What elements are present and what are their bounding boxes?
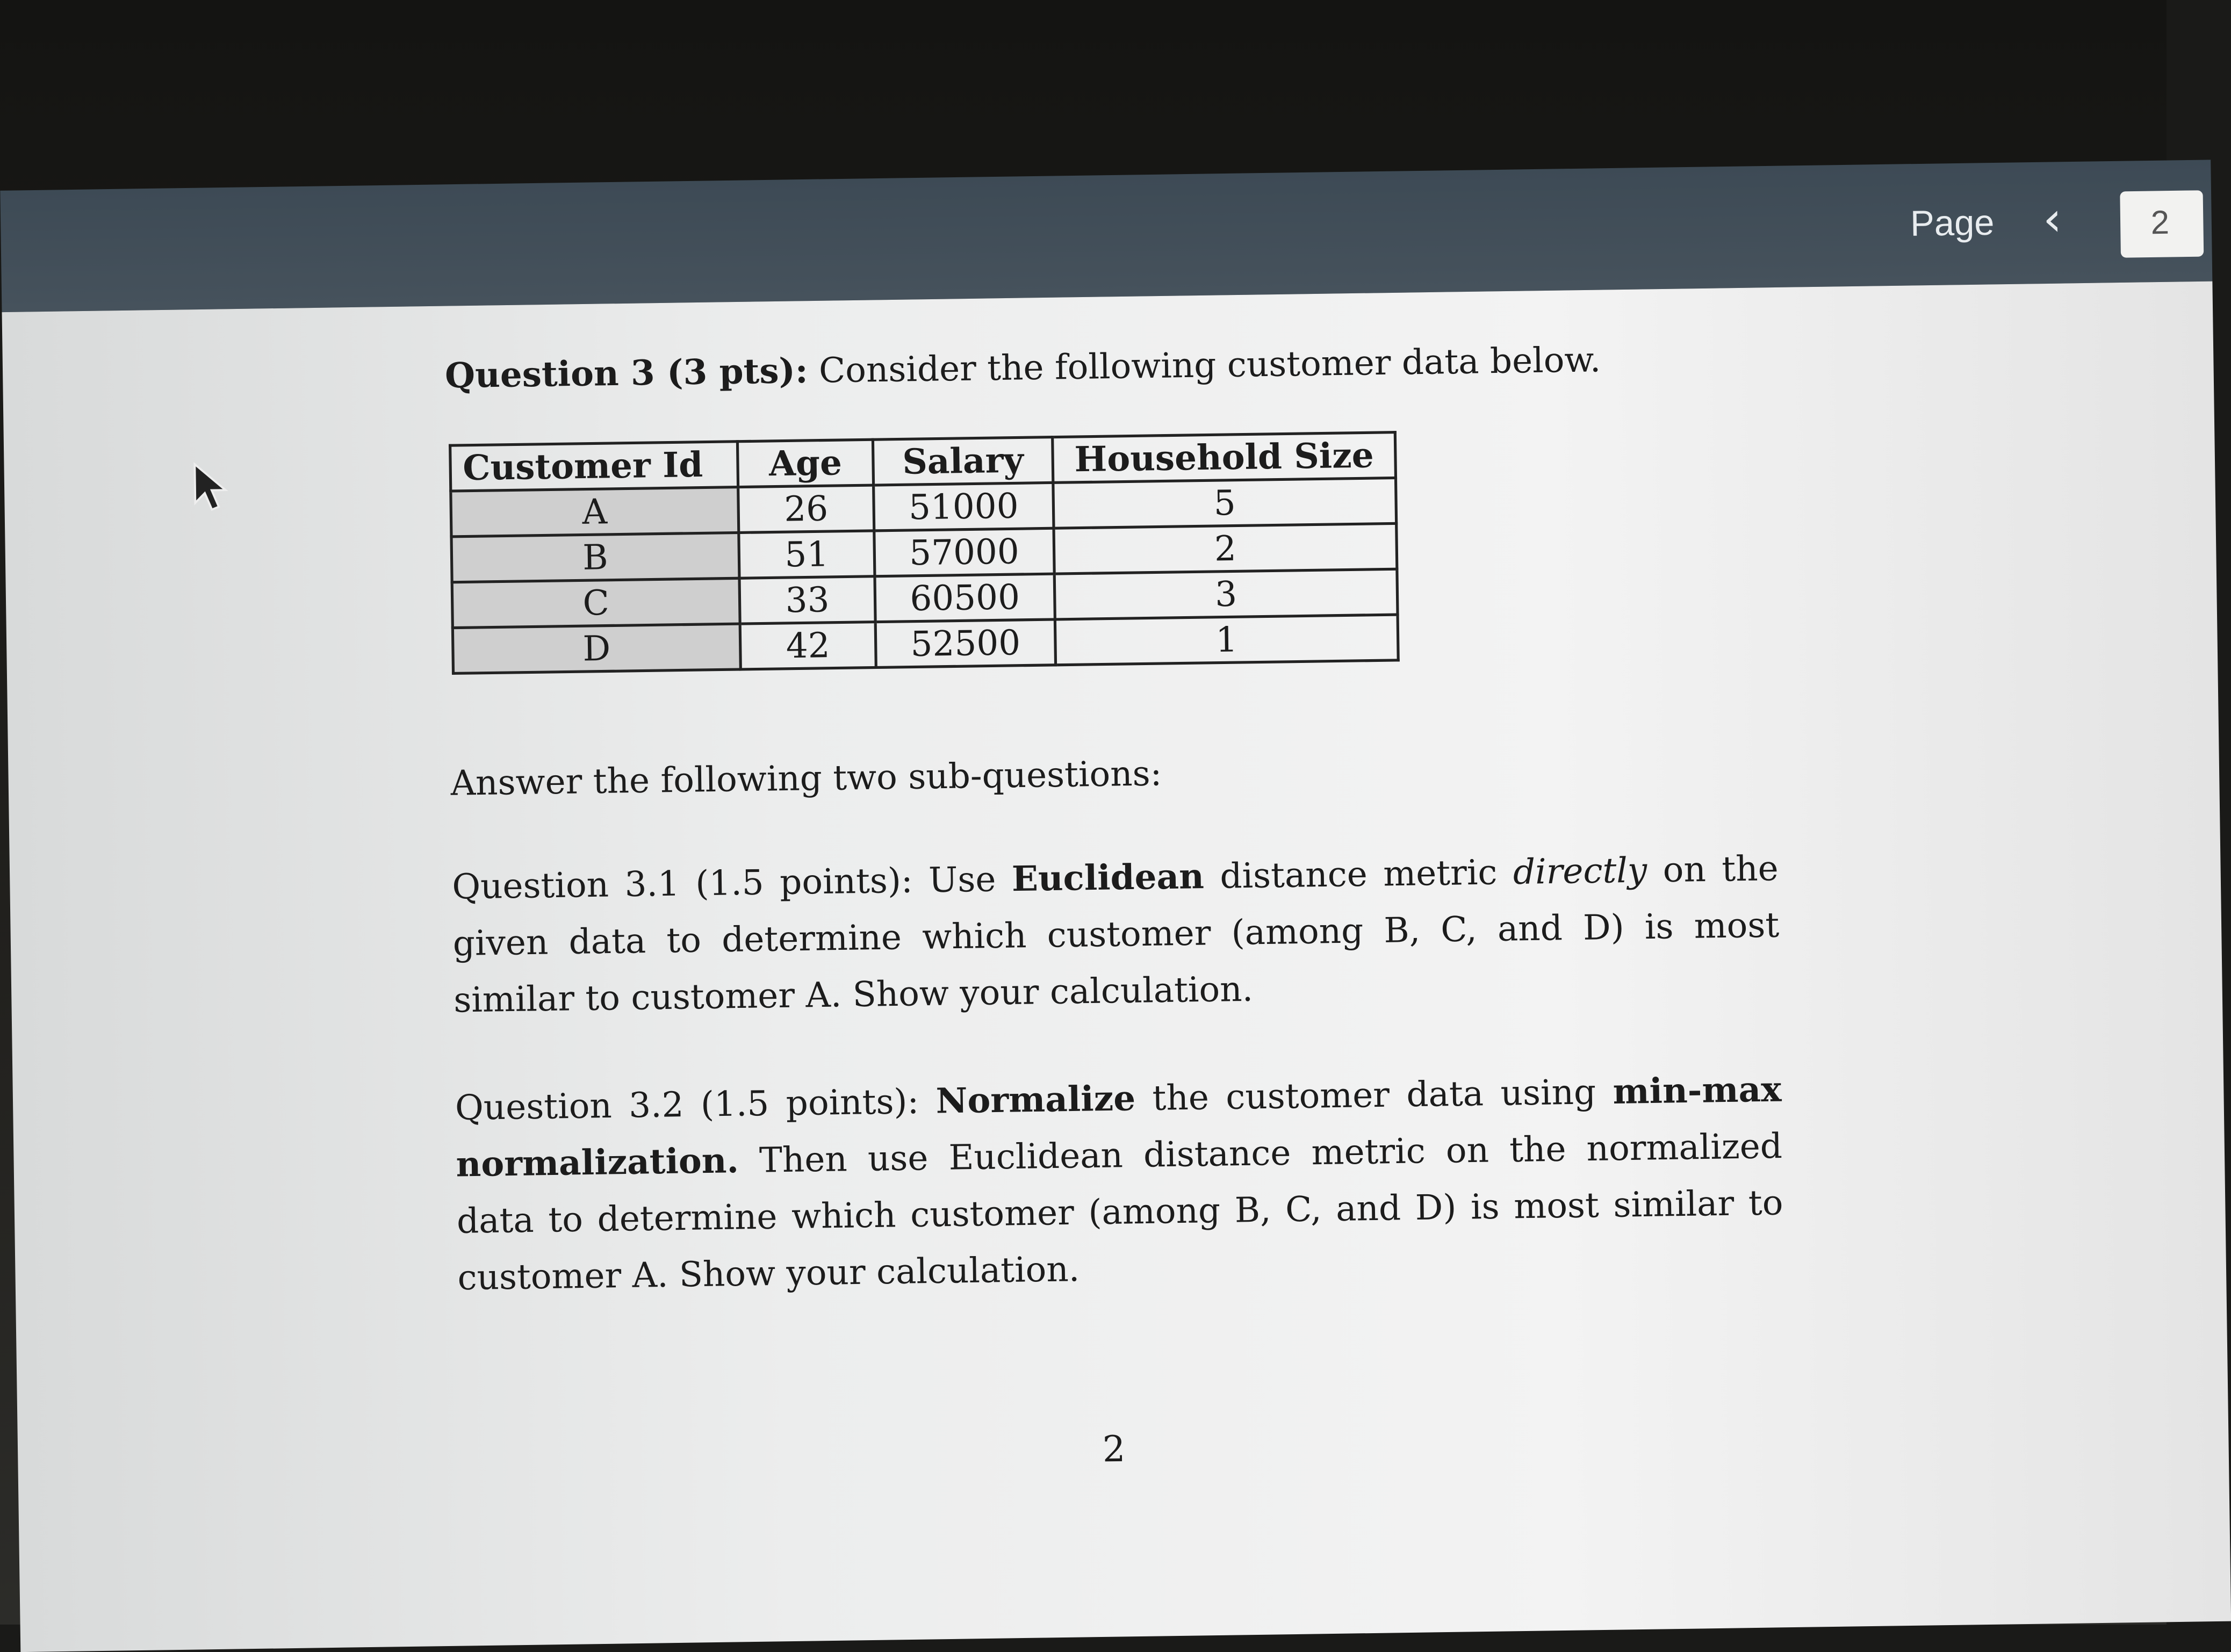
- text: min-max normalization.: [456, 1069, 1782, 1185]
- cell: 1: [1055, 615, 1398, 665]
- cell: 5: [1053, 478, 1397, 528]
- cell: C: [452, 578, 740, 627]
- customer-table: [449, 431, 1400, 675]
- cell: 57000: [874, 528, 1054, 576]
- question-title: Question 3 (3 pts):: [444, 350, 809, 396]
- text: Normalize: [935, 1078, 1136, 1121]
- page-number: 2: [1102, 1429, 1126, 1471]
- cell: 52500: [875, 619, 1055, 668]
- screen: [0, 146, 2231, 1641]
- cell: 2: [1054, 523, 1397, 574]
- cell: 33: [739, 576, 875, 624]
- text: Then use Euclidean distance metric on the normalized data to determine which customer (among B, C, and D) is most similar to customer A. Show your calculation.: [456, 1126, 1783, 1298]
- cell: 26: [738, 485, 874, 532]
- text: on the given data to determine which customer (among B, C, and D) is most similar to customer A. Show your calculation.: [452, 848, 1780, 1020]
- page-label: Page: [1910, 201, 1995, 244]
- instruction-text: Answer the following two sub-questions:: [450, 753, 1162, 804]
- text: distance metric: [1204, 852, 1514, 897]
- header-customer-id: Customer Id: [450, 442, 738, 491]
- document-page: [2, 282, 2231, 1652]
- cell: 51000: [874, 482, 1054, 531]
- text: Euclidean: [1011, 856, 1205, 899]
- question-3-1: [452, 840, 1781, 1029]
- page-number-input[interactable]: 2: [2120, 190, 2204, 258]
- header-age: Age: [737, 439, 873, 487]
- cell: 60500: [875, 574, 1055, 622]
- previous-page-chevron-icon[interactable]: ‹: [2042, 192, 2062, 248]
- text: the customer data using: [1135, 1071, 1614, 1119]
- text: Question 3.2 (1.5 points):: [455, 1081, 937, 1128]
- cell: 3: [1054, 569, 1398, 619]
- cell: A: [451, 487, 739, 537]
- mouse-pointer-icon: [192, 461, 228, 517]
- cell: B: [451, 532, 739, 582]
- cell: 51: [739, 531, 875, 578]
- cell: D: [452, 624, 740, 673]
- text: directly: [1513, 850, 1647, 892]
- question-3-2: [455, 1061, 1784, 1306]
- cell: 42: [740, 622, 876, 669]
- question-heading: [444, 329, 1772, 404]
- text: Question 3.1 (1.5 points): Use: [451, 859, 1012, 907]
- header-salary: Salary: [873, 437, 1053, 486]
- header-household-size: Household Size: [1053, 432, 1396, 483]
- question-intro: Consider the following customer data below.: [808, 340, 1601, 391]
